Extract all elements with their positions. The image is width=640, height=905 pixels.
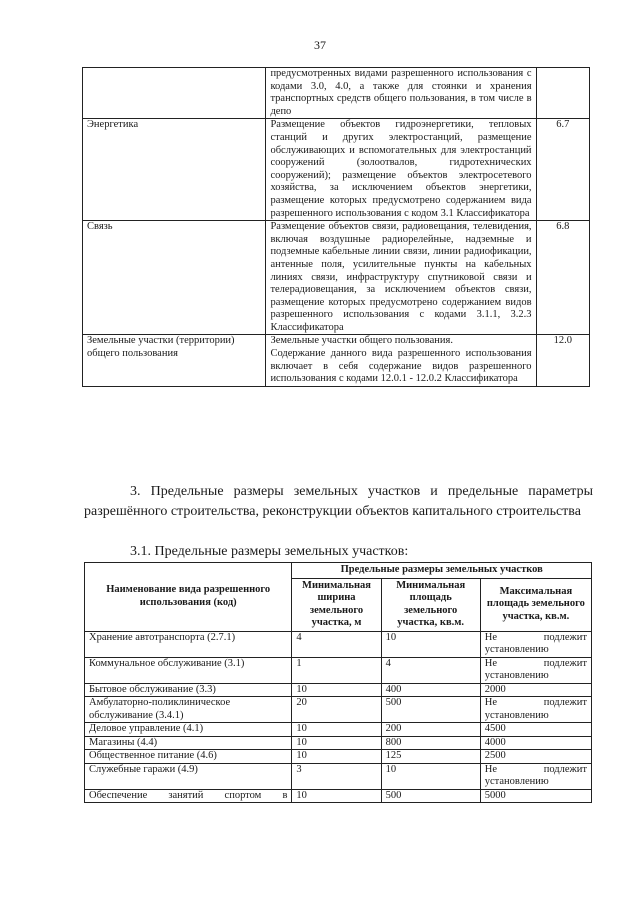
table-row xyxy=(85,631,592,657)
max-area-value: 4000 xyxy=(480,736,591,750)
min-area-value: 10 xyxy=(381,631,480,657)
use-type-name: Бытовое обслуживание (3.3) xyxy=(85,683,292,697)
use-type-name: Коммунальное обслуживание (3.1) xyxy=(85,657,292,683)
use-type-code: 6.7 xyxy=(536,119,589,221)
min-width-value: 10 xyxy=(292,750,381,764)
use-type-name: Магазины (4.4) xyxy=(85,736,292,750)
min-area-value: 200 xyxy=(381,723,480,737)
min-area-value: 500 xyxy=(381,697,480,723)
table-row xyxy=(85,736,592,750)
table-row xyxy=(85,723,592,737)
use-type-description: Размещение объектов связи, радиовещания, телевидения, включая воздушные радиорелейные, надземные и подземные кабельные линии связи, линии радиофикации, антенные поля, усилительные пункты на кабельных линиях связи, инфраструктуру спутниковой связи и телерадиовещания, за исключением объектов связи, размещение которых предусмотрено содержанием видов разрешенного использования с кодами 3.1.1, 3.2.3 Классификатора xyxy=(266,221,536,335)
max-area-value: Не подлежит установлению xyxy=(480,697,591,723)
table-row xyxy=(85,657,592,683)
min-width-value: 1 xyxy=(292,657,381,683)
min-area-value: 4 xyxy=(381,657,480,683)
min-area-value: 125 xyxy=(381,750,480,764)
min-area-value: 10 xyxy=(381,763,480,789)
max-area-value: 4500 xyxy=(480,723,591,737)
header-min-area: Минимальная площадь земельного участка, кв.м. xyxy=(381,578,480,631)
min-width-value: 20 xyxy=(292,697,381,723)
use-type-name: Хранение автотранспорта (2.7.1) xyxy=(85,631,292,657)
header-min-width: Минимальная ширина земельного участка, м xyxy=(292,578,381,631)
use-type-name: Амбулаторно-поликлиническое обслуживание (3.4.1) xyxy=(85,697,292,723)
page-number: 37 xyxy=(314,38,326,52)
max-area-value: 2500 xyxy=(480,750,591,764)
land-use-types-table xyxy=(82,67,590,387)
max-area-value: 5000 xyxy=(480,789,591,803)
table-row xyxy=(85,750,592,764)
header-use-type: Наименование вида разрешенного использования (код) xyxy=(85,563,292,632)
table-row xyxy=(83,119,590,221)
use-type-name: Деловое управление (4.1) xyxy=(85,723,292,737)
use-type-description-line: Земельные участки общего пользования. xyxy=(270,335,453,347)
use-type-name: Общественное питание (4.6) xyxy=(85,750,292,764)
table-row xyxy=(85,789,592,803)
table-row xyxy=(85,763,592,789)
table-row xyxy=(85,683,592,697)
min-width-value: 10 xyxy=(292,736,381,750)
header-max-area: Максимальная площадь земельного участка, кв.м. xyxy=(480,578,591,631)
use-type-name: Земельные участки (территории) общего пользования xyxy=(83,335,266,386)
max-area-value: Не подлежит установлению xyxy=(480,763,591,789)
use-type-description: предусмотренных видами разрешенного использования с кодами 3.0, 4.0, а также для стоянки и хранения транспортных средств общего пользования, в том числе в депо xyxy=(266,68,536,119)
min-width-value: 4 xyxy=(292,631,381,657)
use-type-name: Связь xyxy=(83,221,266,335)
header-group: Предельные размеры земельных участков xyxy=(292,563,592,579)
use-type-name: Служебные гаражи (4.9) xyxy=(85,763,292,789)
use-type-code: 12.0 xyxy=(536,335,589,386)
min-area-value: 800 xyxy=(381,736,480,750)
table-row xyxy=(83,221,590,335)
max-area-value: Не подлежит установлению xyxy=(480,657,591,683)
section-3-heading: 3. Предельные размеры земельных участков и предельные параметры разрешённого строительства, реконструкции объектов капитального строительства xyxy=(84,484,593,519)
min-width-value: 10 xyxy=(292,789,381,803)
min-area-value: 500 xyxy=(381,789,480,803)
use-type-name xyxy=(83,68,266,119)
max-area-value: Не подлежит установлению xyxy=(480,631,591,657)
section-3-1-heading: 3.1. Предельные размеры земельных участков: xyxy=(130,544,409,559)
use-type-code xyxy=(536,68,589,119)
land-plot-size-table xyxy=(84,562,592,803)
use-type-description: Размещение объектов гидроэнергетики, тепловых станций и других электростанций, размещение обслуживающих и вспомогательных для электростанций сооружений (золоотвалов, гидротехнических сооружений); размещение объектов электросетевого хозяйства, за исключением объектов энергетики, размещение которых предусмотрено содержанием вида разрешенного использования с кодом 3.1 Классификатора xyxy=(266,119,536,221)
use-type-description-detail: Содержание данного вида разрешенного использования включает в себя содержание видов разрешенного использования с кодами 12.0.1 - 12.0.2 Классификатора xyxy=(270,348,532,385)
min-width-value: 3 xyxy=(292,763,381,789)
min-width-value: 10 xyxy=(292,723,381,737)
table-header-row xyxy=(85,563,592,579)
min-width-value: 10 xyxy=(292,683,381,697)
table-row xyxy=(83,68,590,119)
table-row xyxy=(83,335,590,386)
use-type-name: Энергетика xyxy=(83,119,266,221)
min-area-value: 400 xyxy=(381,683,480,697)
max-area-value: 2000 xyxy=(480,683,591,697)
table-row xyxy=(85,697,592,723)
use-type-name: Обеспечение занятий спортом в xyxy=(85,789,292,803)
use-type-description xyxy=(266,335,536,386)
use-type-code: 6.8 xyxy=(536,221,589,335)
